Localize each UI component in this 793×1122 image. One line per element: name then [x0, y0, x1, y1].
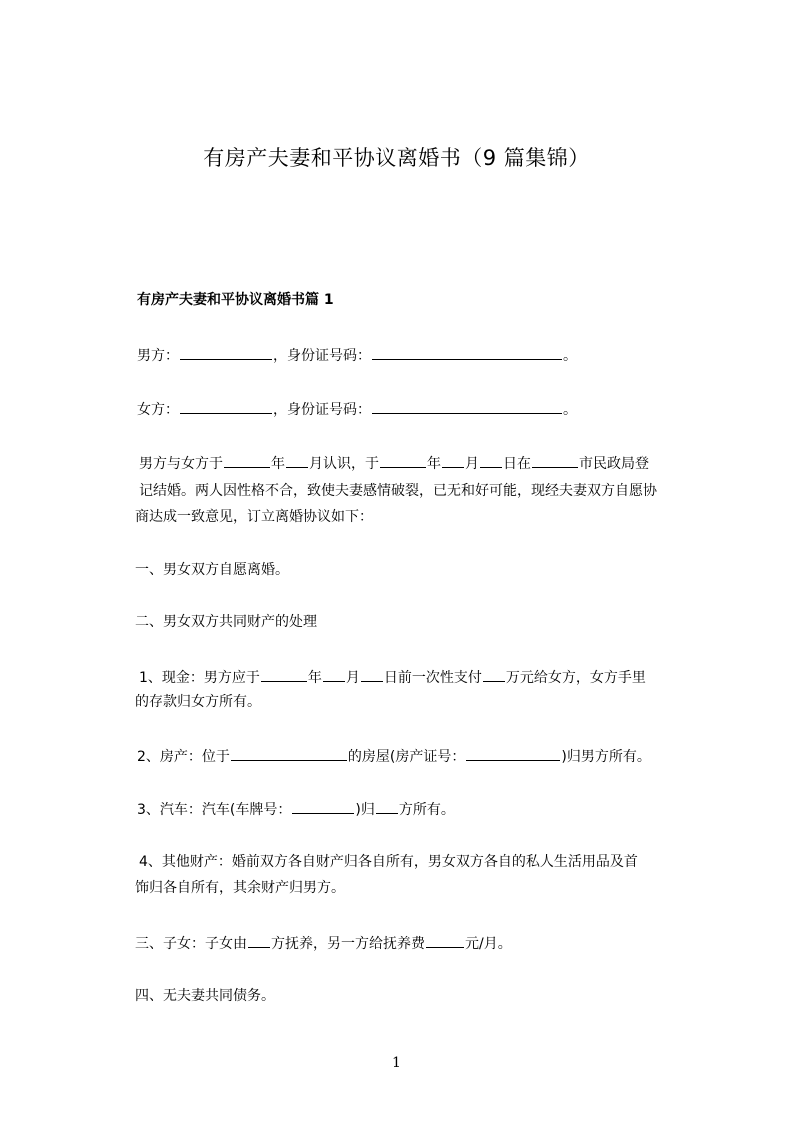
intro-line-2: 记结婚。两人因性格不合，致使夫妻感情破裂，已无和好可能，现经夫妻双方自愿协: [139, 483, 657, 499]
female-label: 女方：: [137, 402, 179, 418]
item-text: 3、汽车：汽车(车牌号：: [137, 802, 292, 818]
blank-field: [224, 452, 270, 468]
document-title: 有房产夫妻和平协议离婚书（9 篇集锦）: [203, 146, 590, 170]
blank-field: [248, 932, 270, 948]
blank-field: [372, 344, 562, 360]
male-label: 男方：: [137, 348, 179, 364]
section-heading: 有房产夫妻和平协议离婚书篇 1: [137, 292, 334, 308]
blank-field: [480, 452, 502, 468]
blank-field: [180, 344, 272, 360]
clause-text: 方抚养，另一方给抚养费: [271, 936, 425, 952]
blank-field: [286, 452, 308, 468]
item-text: 方所有。: [398, 802, 455, 818]
blank-field: [292, 798, 354, 814]
item-text: 1、现金：男方应于: [139, 670, 260, 686]
blank-field: [323, 666, 345, 682]
intro-text: 月: [465, 456, 479, 472]
period: 。: [563, 402, 577, 418]
intro-text: 日在: [503, 456, 531, 472]
item-text: )归男方所有。: [561, 749, 651, 765]
item-text: 年: [307, 670, 322, 686]
clause-three: [135, 932, 512, 954]
clause-two: 二、男女双方共同财产的处理: [135, 614, 317, 630]
item-cash-line-1: [139, 666, 646, 688]
period: 。: [563, 348, 577, 364]
clause-one: 一、男女双方自愿离婚。: [135, 562, 289, 578]
blank-field: [532, 452, 578, 468]
item-text: 日前一次性支付: [383, 670, 482, 686]
intro-text: 市民政局登: [579, 456, 649, 472]
blank-field: [466, 745, 560, 761]
item-text: 月: [345, 670, 360, 686]
item-other-line-2: 饰归各自所有，其余财产归男方。: [135, 880, 345, 896]
clause-text: 三、子女：子女由: [135, 936, 247, 952]
blank-field: [361, 666, 383, 682]
id-label: ，身份证号码：: [273, 402, 371, 418]
item-text: 的房屋(房产证号：: [347, 749, 466, 765]
blank-field: [261, 666, 307, 682]
blank-field: [380, 452, 426, 468]
item-property: [137, 745, 651, 767]
page-number: 1: [392, 1055, 401, 1071]
intro-line-3: 商达成一致意见，订立离婚协议如下：: [135, 509, 373, 525]
item-text: )归: [355, 802, 375, 818]
item-cash-line-2: 的存款归女方所有。: [135, 694, 261, 710]
intro-line-1: [139, 452, 649, 474]
male-party-line: [137, 344, 577, 366]
id-label: ，身份证号码：: [273, 348, 371, 364]
blank-field: [426, 932, 464, 948]
blank-field: [376, 798, 398, 814]
item-other-line-1: 4、其他财产：婚前双方各自财产归各自所有，男女双方各自的私人生活用品及首: [139, 854, 638, 870]
blank-field: [483, 666, 505, 682]
blank-field: [442, 452, 464, 468]
item-car: [137, 798, 455, 820]
clause-four: 四、无夫妻共同债务。: [135, 988, 275, 1004]
intro-text: 年: [271, 456, 285, 472]
item-text: 2、房产：位于: [137, 749, 230, 765]
item-text: 万元给女方，女方手里: [505, 670, 646, 686]
intro-text: 月认识，于: [309, 456, 379, 472]
clause-text: 元/月。: [465, 936, 512, 952]
blank-field: [372, 398, 562, 414]
intro-text: 男方与女方于: [139, 456, 223, 472]
female-party-line: [137, 398, 577, 420]
blank-field: [180, 398, 272, 414]
blank-field: [231, 745, 347, 761]
intro-text: 年: [427, 456, 441, 472]
